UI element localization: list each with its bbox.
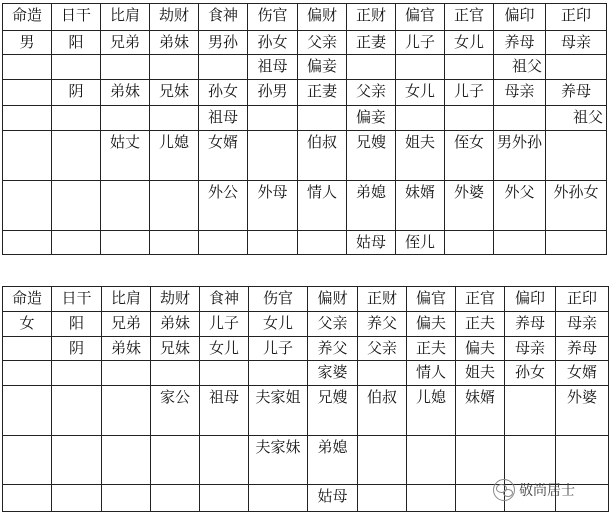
table-cell: 儿子 <box>445 80 494 106</box>
table-cell: 女 <box>3 312 52 337</box>
table-cell: 男孙 <box>199 31 248 55</box>
table-cell: 女婿 <box>556 361 609 386</box>
table-cell: 祖父 <box>494 55 546 80</box>
table-cell: 儿媳 <box>150 131 199 181</box>
table-cell <box>52 436 102 485</box>
header-row <box>3 4 607 31</box>
table-cell: 弟媳 <box>308 436 358 485</box>
table-cell: 弟妹 <box>150 31 199 55</box>
table-cell: 母亲 <box>556 312 609 337</box>
table-cell <box>248 231 298 255</box>
table-cell <box>298 106 347 131</box>
table-cell: 儿子 <box>249 337 308 361</box>
table-cell <box>3 436 52 485</box>
watermark <box>493 477 575 503</box>
table-cell: 祖母 <box>199 106 248 131</box>
table-cell <box>102 436 151 485</box>
table-cell <box>52 181 101 231</box>
column-header: 劫财 <box>150 4 199 31</box>
table-cell <box>52 361 102 386</box>
table-cell: 父亲 <box>298 31 347 55</box>
table-cell <box>494 106 546 131</box>
table-cell: 养母 <box>505 312 556 337</box>
table-cell: 偏妾 <box>298 55 347 80</box>
table-cell <box>248 106 298 131</box>
table-cell: 侄女 <box>445 131 494 181</box>
table-cell: 家婆 <box>308 361 358 386</box>
table-cell: 阴 <box>52 80 101 106</box>
table-cell: 姑母 <box>308 485 358 512</box>
table-cell: 母亲 <box>494 80 546 106</box>
table-cell: 祖母 <box>248 55 298 80</box>
table-row <box>3 337 609 361</box>
table-cell <box>358 485 407 512</box>
table-cell <box>52 131 101 181</box>
table-cell <box>101 106 150 131</box>
table-cell <box>102 386 151 436</box>
table-cell <box>407 436 456 485</box>
table-cell <box>298 231 347 255</box>
table-cell <box>150 55 199 80</box>
table-cell <box>102 361 151 386</box>
table-cell: 养母 <box>494 31 546 55</box>
table-cell: 孙男 <box>248 80 298 106</box>
table-cell: 儿媳 <box>407 386 456 436</box>
table-cell: 儿子 <box>396 31 445 55</box>
table-cell <box>101 181 150 231</box>
table-cell: 伯叔 <box>298 131 347 181</box>
table-cell <box>3 337 52 361</box>
table-cell: 弟妹 <box>101 80 150 106</box>
table-row <box>3 55 607 80</box>
table-cell <box>249 485 308 512</box>
table-cell <box>407 485 456 512</box>
table-cell: 女儿 <box>445 31 494 55</box>
table-row <box>3 181 607 231</box>
table-cell: 外婆 <box>556 386 609 436</box>
table-cell <box>101 55 150 80</box>
table-cell: 兄弟 <box>102 312 151 337</box>
header-row <box>3 287 609 312</box>
column-header: 偏官 <box>407 287 456 312</box>
table-cell <box>494 231 546 255</box>
table-cell: 外公 <box>199 181 248 231</box>
table-cell <box>52 386 102 436</box>
table-row <box>3 106 607 131</box>
table-cell <box>52 485 102 512</box>
column-header: 偏印 <box>494 4 546 31</box>
table-cell <box>150 231 199 255</box>
column-header: 正财 <box>358 287 407 312</box>
table-cell: 正夫 <box>456 312 505 337</box>
table-cell: 正妻 <box>298 80 347 106</box>
table-cell <box>200 436 249 485</box>
table-cell: 偏妾 <box>347 106 396 131</box>
column-header: 日干 <box>52 287 102 312</box>
table-row <box>3 312 609 337</box>
table-cell: 姑母 <box>347 231 396 255</box>
table-cell <box>52 231 101 255</box>
table-cell <box>445 55 494 80</box>
table-cell: 养母 <box>546 80 607 106</box>
table-row <box>3 361 609 386</box>
table-row <box>3 231 607 255</box>
table-cell <box>546 55 607 80</box>
table-cell: 姑丈 <box>101 131 150 181</box>
table-cell: 兄嫂 <box>347 131 396 181</box>
table-cell <box>102 485 151 512</box>
table-cell <box>199 55 248 80</box>
table-cell <box>396 106 445 131</box>
table-cell: 儿子 <box>200 312 249 337</box>
table-cell: 正夫 <box>407 337 456 361</box>
table-cell <box>3 80 52 106</box>
column-header: 正印 <box>556 287 609 312</box>
table-cell: 外婆 <box>445 181 494 231</box>
column-header: 伤官 <box>249 287 308 312</box>
table-cell: 女儿 <box>200 337 249 361</box>
table-cell <box>546 231 607 255</box>
column-header: 劫财 <box>151 287 200 312</box>
watermark-text: 敬尚居士 <box>519 483 575 499</box>
table-cell <box>150 106 199 131</box>
table-cell: 阳 <box>52 31 101 55</box>
table-cell <box>505 386 556 436</box>
table-cell: 孙女 <box>505 361 556 386</box>
table-cell: 妹婿 <box>396 181 445 231</box>
table-cell <box>248 131 298 181</box>
column-header: 正财 <box>347 4 396 31</box>
table-cell <box>445 231 494 255</box>
column-header: 正官 <box>445 4 494 31</box>
column-header: 比肩 <box>102 287 151 312</box>
column-header: 偏官 <box>396 4 445 31</box>
table-cell: 兄妹 <box>150 80 199 106</box>
table-cell: 父亲 <box>358 337 407 361</box>
table-row <box>3 131 607 181</box>
table-cell <box>3 55 52 80</box>
table-cell: 养父 <box>358 312 407 337</box>
column-header: 偏印 <box>505 287 556 312</box>
table-cell: 情人 <box>407 361 456 386</box>
table-cell: 阴 <box>52 337 102 361</box>
table-cell <box>358 361 407 386</box>
table-cell: 父亲 <box>347 80 396 106</box>
table-cell: 兄嫂 <box>308 386 358 436</box>
table-row <box>3 386 609 436</box>
column-header: 食神 <box>199 4 248 31</box>
column-header: 伤官 <box>248 4 298 31</box>
table-cell <box>52 106 101 131</box>
table-cell: 男 <box>3 31 52 55</box>
table-cell <box>3 231 52 255</box>
table-cell: 外母 <box>248 181 298 231</box>
table-cell <box>3 485 52 512</box>
table-cell <box>3 106 52 131</box>
table-cell: 弟妹 <box>151 312 200 337</box>
column-header: 日干 <box>52 4 101 31</box>
table-cell: 孙女 <box>248 31 298 55</box>
table-cell: 家公 <box>151 386 200 436</box>
table-cell <box>396 55 445 80</box>
table-cell <box>347 55 396 80</box>
table-cell: 伯叔 <box>358 386 407 436</box>
table-cell: 祖父 <box>546 106 607 131</box>
table-cell <box>151 436 200 485</box>
male-ten-gods-table <box>2 3 607 255</box>
table-cell: 养母 <box>556 337 609 361</box>
column-header: 偏财 <box>298 4 347 31</box>
table-cell: 偏夫 <box>407 312 456 337</box>
table-cell: 兄妹 <box>151 337 200 361</box>
table-cell: 妹婿 <box>456 386 505 436</box>
table-cell: 女儿 <box>396 80 445 106</box>
table-cell <box>101 231 150 255</box>
table-cell: 孙女 <box>199 80 248 106</box>
table-cell <box>3 131 52 181</box>
table-cell <box>358 436 407 485</box>
table-cell <box>3 361 52 386</box>
table-cell <box>445 106 494 131</box>
column-header: 正官 <box>456 287 505 312</box>
column-header: 偏财 <box>308 287 358 312</box>
table-cell: 夫家妹 <box>249 436 308 485</box>
table-cell: 弟媳 <box>347 181 396 231</box>
table-cell <box>200 485 249 512</box>
table-cell: 侄儿 <box>396 231 445 255</box>
table-cell: 母亲 <box>546 31 607 55</box>
table-cell: 外孙女 <box>546 181 607 231</box>
table-cell: 父亲 <box>308 312 358 337</box>
table-cell: 母亲 <box>505 337 556 361</box>
column-header: 命造 <box>3 287 52 312</box>
table-row <box>3 31 607 55</box>
column-header: 比肩 <box>101 4 150 31</box>
table-cell <box>151 361 200 386</box>
table-cell: 女儿 <box>249 312 308 337</box>
table-cell <box>200 361 249 386</box>
wechat-icon <box>493 479 515 501</box>
table-cell <box>151 485 200 512</box>
table-cell: 正妻 <box>347 31 396 55</box>
table-cell <box>199 231 248 255</box>
table-cell <box>249 361 308 386</box>
table-cell: 女婿 <box>199 131 248 181</box>
table-cell: 姐夫 <box>456 361 505 386</box>
table-cell <box>150 181 199 231</box>
table-cell: 情人 <box>298 181 347 231</box>
column-header: 正印 <box>546 4 607 31</box>
table-cell: 男外孙 <box>494 131 546 181</box>
table-cell: 姐夫 <box>396 131 445 181</box>
table-cell <box>3 386 52 436</box>
table-cell: 阳 <box>52 312 102 337</box>
table-cell <box>546 131 607 181</box>
table-cell: 夫家姐 <box>249 386 308 436</box>
column-header: 食神 <box>200 287 249 312</box>
table-cell <box>3 181 52 231</box>
table-cell: 外父 <box>494 181 546 231</box>
table-cell: 养父 <box>308 337 358 361</box>
table-cell <box>52 55 101 80</box>
table-cell: 偏夫 <box>456 337 505 361</box>
table-cell: 祖母 <box>200 386 249 436</box>
table-cell: 兄弟 <box>101 31 150 55</box>
column-header: 命造 <box>3 4 52 31</box>
table-cell: 弟妹 <box>102 337 151 361</box>
table-row <box>3 80 607 106</box>
